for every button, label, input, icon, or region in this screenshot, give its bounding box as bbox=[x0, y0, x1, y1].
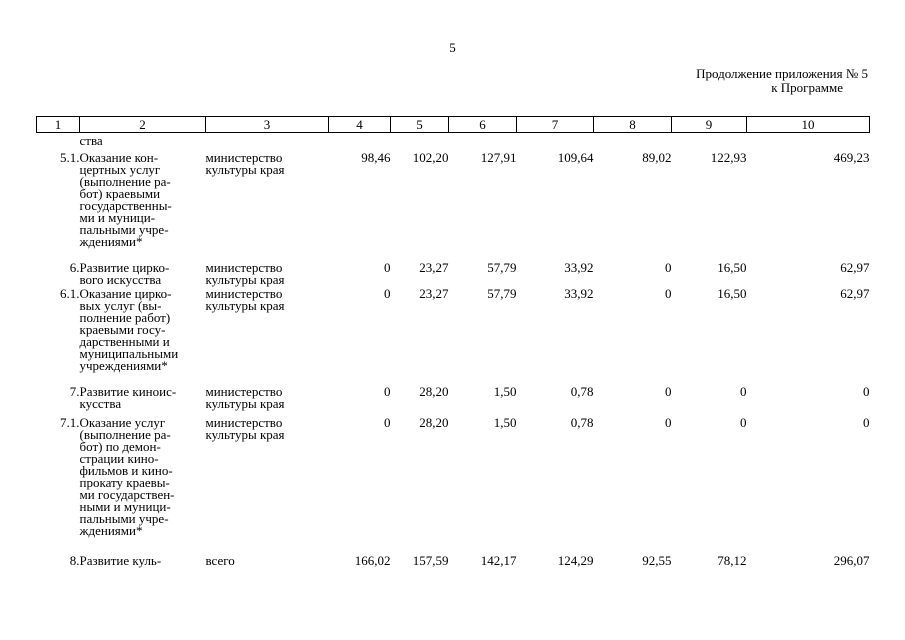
header-cell: 9 bbox=[672, 117, 747, 133]
row-value: 0 bbox=[665, 384, 672, 399]
row-value: 296,07 bbox=[833, 553, 870, 568]
row-value: 33,92 bbox=[564, 260, 594, 275]
row-value: 28,20 bbox=[419, 415, 449, 430]
table-row bbox=[37, 288, 870, 386]
row-value: 0 bbox=[384, 260, 391, 275]
row-name: Оказание цирко- вых услуг (вы- полнение работ) краевыми госу- дарственными и муниципальными учреждениями* bbox=[79, 286, 179, 373]
row-number: 7.1. bbox=[60, 415, 80, 430]
header-cell: 1 bbox=[37, 117, 80, 133]
table-row bbox=[37, 417, 870, 555]
row-number: 6.1. bbox=[60, 286, 80, 301]
row-value: 0 bbox=[863, 415, 870, 430]
row-value: 1,50 bbox=[493, 384, 517, 399]
row-value: 122,93 bbox=[710, 150, 747, 165]
row-value: 23,27 bbox=[419, 286, 449, 301]
row-value: 0 bbox=[665, 260, 672, 275]
row-name: Оказание кон- цертных услуг (выполнение ра- бот) краевыми государственны- ми и муници- пальными учре- ждениями* bbox=[79, 150, 172, 249]
header-cell: 10 bbox=[747, 117, 870, 133]
table-row bbox=[37, 152, 870, 262]
header-cell: 7 bbox=[517, 117, 594, 133]
row-value: 16,50 bbox=[717, 286, 747, 301]
row-name: Оказание услуг (выполнение ра- бот) по демон- страции кино- фильмов и кино- прокату краевы- ми государствен- ными и муници- пальными учре- ждениями* bbox=[79, 415, 175, 538]
row-value: 0 bbox=[384, 384, 391, 399]
row-number: 7. bbox=[69, 384, 80, 399]
row-value: 92,55 bbox=[642, 553, 672, 568]
row-executor: министерство культуры края bbox=[205, 260, 285, 287]
row-value: 0 bbox=[740, 384, 747, 399]
row-value: 16,50 bbox=[717, 260, 747, 275]
header-cell: 8 bbox=[594, 117, 672, 133]
table-row bbox=[37, 386, 870, 417]
table-row bbox=[37, 262, 870, 288]
row-value: 0 bbox=[665, 286, 672, 301]
row-value: 124,29 bbox=[557, 553, 594, 568]
row-executor: министерство культуры края bbox=[205, 415, 285, 442]
row-value: 28,20 bbox=[419, 384, 449, 399]
row-value: 0 bbox=[740, 415, 747, 430]
row-name: Развитие цирко- вого искусства bbox=[79, 260, 170, 287]
table-row bbox=[37, 555, 870, 571]
row-value: 127,91 bbox=[480, 150, 517, 165]
header-row bbox=[37, 117, 870, 133]
row-value: 0,78 bbox=[570, 415, 594, 430]
continuation-line-program: к Программе bbox=[771, 80, 843, 95]
row-value: 57,79 bbox=[487, 260, 517, 275]
row-value: 0 bbox=[384, 286, 391, 301]
row-number: 8. bbox=[69, 553, 80, 568]
row-value: 78,12 bbox=[717, 553, 747, 568]
row-value: 109,64 bbox=[557, 150, 594, 165]
row-value: 89,02 bbox=[642, 150, 672, 165]
row-value: 98,46 bbox=[361, 150, 391, 165]
row-value: 102,20 bbox=[412, 150, 449, 165]
row-number: 5.1. bbox=[60, 150, 80, 165]
row-value: 142,17 bbox=[480, 553, 517, 568]
row-name: Развитие куль- bbox=[79, 553, 162, 568]
carry-over-text: ства bbox=[79, 133, 103, 148]
row-value: 166,02 bbox=[354, 553, 391, 568]
header-cell: 6 bbox=[449, 117, 517, 133]
header-cell: 3 bbox=[206, 117, 329, 133]
row-executor: всего bbox=[205, 553, 235, 568]
row-value: 469,23 bbox=[833, 150, 870, 165]
row-value: 62,97 bbox=[840, 286, 870, 301]
row-name: Развитие киноис- кусства bbox=[79, 384, 177, 411]
row-value: 0 bbox=[863, 384, 870, 399]
row-value: 57,79 bbox=[487, 286, 517, 301]
row-value: 1,50 bbox=[493, 415, 517, 430]
row-value: 33,92 bbox=[564, 286, 594, 301]
row-value: 23,27 bbox=[419, 260, 449, 275]
row-executor: министерство культуры края bbox=[205, 384, 285, 411]
header-cell: 5 bbox=[391, 117, 449, 133]
header-cell: 4 bbox=[329, 117, 391, 133]
row-executor: министерство культуры края bbox=[205, 286, 285, 313]
row-value: 0,78 bbox=[570, 384, 594, 399]
program-table bbox=[36, 116, 870, 571]
row-executor: министерство культуры края bbox=[205, 150, 285, 177]
row-value: 157,59 bbox=[412, 553, 449, 568]
continuation-line-appendix: Продолжение приложения № 5 bbox=[696, 66, 868, 81]
row-value: 0 bbox=[384, 415, 391, 430]
row-number: 6. bbox=[69, 260, 80, 275]
row-value: 0 bbox=[665, 415, 672, 430]
row-value: 62,97 bbox=[840, 260, 870, 275]
header-cell: 2 bbox=[80, 117, 206, 133]
continuation-note bbox=[696, 67, 868, 95]
page-number: 5 bbox=[449, 40, 456, 55]
